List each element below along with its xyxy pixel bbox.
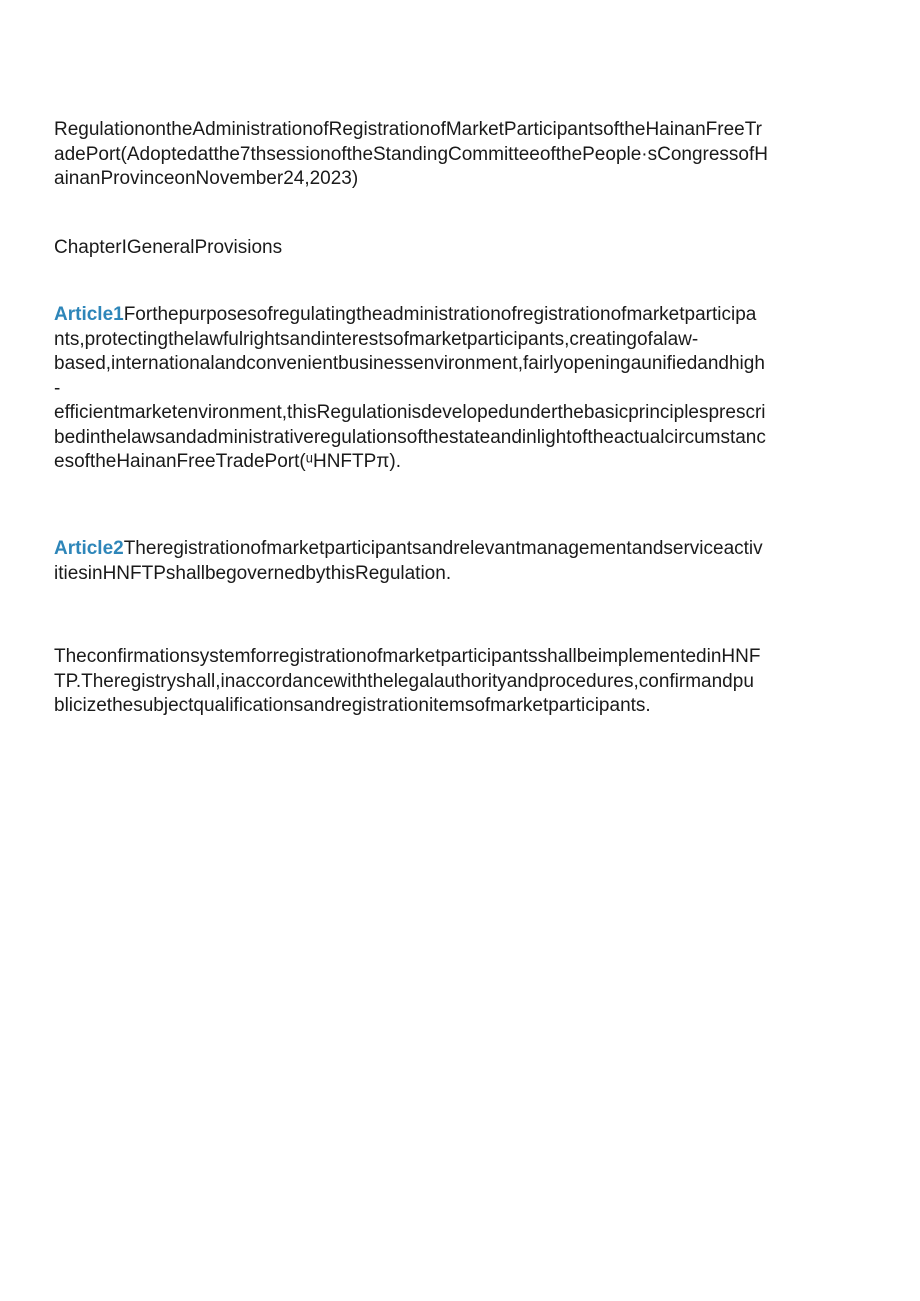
paragraph-line: blicizethesubjectqualificationsandregistrationitemsofmarketparticipants.	[54, 695, 651, 716]
article-1-line: -	[54, 377, 61, 399]
article-2	[54, 537, 866, 586]
paragraph-confirmation-system	[54, 645, 866, 719]
article-2-line: itiesinHNFTPshallbegovernedbythisRegulation.	[54, 562, 452, 584]
paragraph-line: TheconfirmationsystemforregistrationofmarketparticipantsshallbeimplementedinHNF	[54, 646, 761, 667]
article-2-label: Article2	[54, 538, 124, 559]
article-1-text: Forthepurposesofregulatingtheadministrationofregistrationofmarketparticipa	[123, 304, 757, 325]
article-1-line: based,internationalandconvenientbusinessenvironment,fairlyopeningaunifiedandhigh	[54, 353, 765, 374]
article-2-text: Theregistrationofmarketparticipantsandrelevantmanagementandserviceactiv	[123, 538, 763, 559]
regulation-title	[54, 118, 866, 192]
article-1-line: bedinthelawsandadministrativeregulationsofthestateandinlightoftheactualcircumstanc	[54, 426, 766, 448]
article-1-line: nts,protectingthelawfulrightsandinterestsofmarketparticipants,creatingofalaw-	[54, 328, 699, 350]
article-1-label: Article1	[54, 304, 124, 325]
title-line: ainanProvinceonNovember24,2023)	[54, 168, 359, 189]
article-1-line: efficientmarketenvironment,thisRegulationisdevelopedunderthebasicprinciplesprescri	[54, 402, 766, 423]
article-1-first-line	[54, 303, 866, 328]
article-2-first-line	[54, 537, 866, 562]
chapter-heading: ChapterIGeneralProvisions	[54, 237, 283, 258]
article-1	[54, 303, 866, 475]
article-1-line: esoftheHainanFreeTradePort(ᵘHNFTPπ).	[54, 451, 402, 472]
title-line: RegulationontheAdministrationofRegistrationofMarketParticipantsoftheHainanFreeTr	[54, 119, 762, 140]
title-line: adePort(Adoptedatthe7thsessionoftheStandingCommitteeofthePeople·sCongressofH	[54, 143, 769, 165]
paragraph-line: TP.Theregistryshall,inaccordancewiththelegalauthorityandprocedures,confirmandpu	[54, 670, 754, 692]
